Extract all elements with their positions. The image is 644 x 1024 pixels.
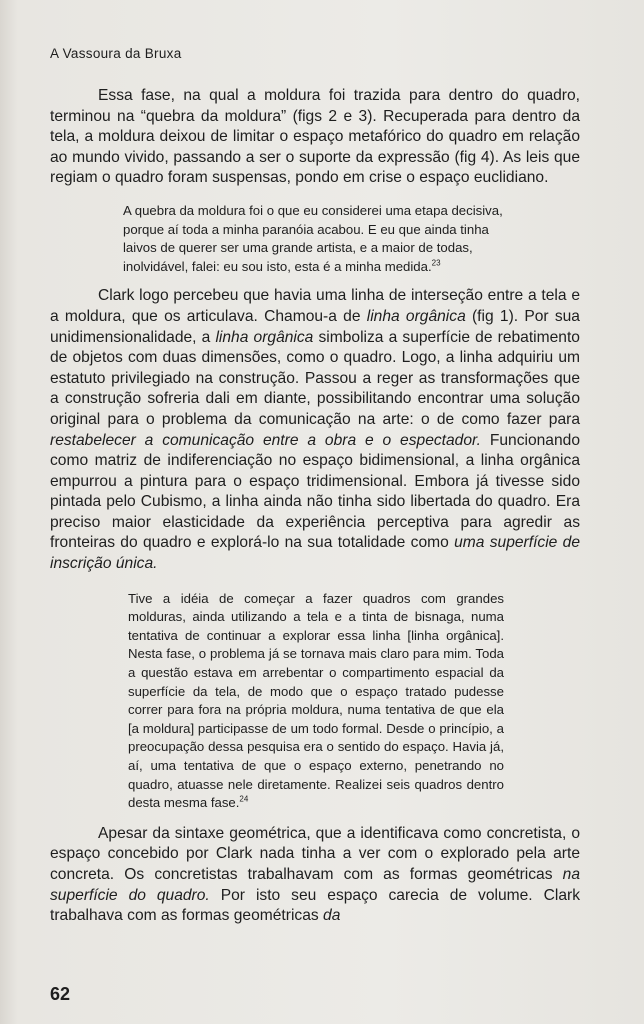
body-text (50, 86, 580, 927)
paragraph-1: Essa fase, na qual a moldura foi trazida para dentro do quadro, terminou na “quebra da moldura” (figs 2 e 3). Recuperada para dentro da tela, a moldura deixou de limitar o espaço metafórico do quadro em relação ao mundo vivido, passando a ser o suporte da expressão (fig 4). As leis que regiam o quadro foram suspensas, pondo em crise o espaço euclidiano. (50, 87, 580, 187)
running-header: A Vassoura da Bruxa (50, 46, 182, 61)
paragraph-2-text-2: (fig 1). Por sua unidimensionalidade, a (50, 307, 580, 346)
page-number: 62 (50, 984, 71, 1004)
block-quote-2 (128, 590, 504, 813)
paragraph-2 (50, 286, 580, 574)
footnote-ref-24: 24 (239, 794, 249, 804)
paragraph-3-text-2: Por isto seu espaço carecia de volume. Clark trabalhava com as formas geométricas (50, 886, 580, 925)
paragraph-2-italic-3: restabelecer a comunicação entre a obra e o espectador. (50, 431, 481, 449)
paragraph-3-italic-1: na superfície do quadro. (50, 865, 580, 904)
block-quote-1 (123, 202, 503, 276)
paragraph-3 (50, 824, 580, 927)
paragraph-3-italic-2: da (323, 907, 341, 925)
paragraph-2-text-3: simboliza a superfície de rebatimento de objetos com duas dimensões, como o quadro. Logo, a linha adquiriu um estatuto privilegiado na construção. Passou a reger as transformações que a construção sofreria dali em diante, possibilitando encontrar uma solução original para o problema da comunicação na arte: o de como fazer para (50, 328, 580, 428)
paragraph-2-italic-1: linha orgânica (366, 307, 466, 325)
paragraph-2-text-1: Clark logo percebeu que havia uma linha de interseção entre a tela e a moldura, que os articulava. Chamou-a de (50, 287, 580, 325)
block-quote-2-text: Tive a idéia de começar a fazer quadros com grandes molduras, ainda utilizando a tela e a tinta de bisnaga, numa tentativa de continuar a explorar essa linha [linha orgânica]. Nesta fase, o problema já se tornava mais claro para mim. Toda a questão estava em arrebentar o compartimento espacial da superfície da tela, de modo que o espaço tratado pudesse correr para fora na própria moldura, numa tentativa de que ela [a moldura] participasse de um todo formal. Desde o princípio, a preocupação dessa pesquisa era o sentido do espaço. Havia já, aí, uma tentativa de que o espaço externo, penetrando no quadro, atuasse nele diretamente. Realizei seis quadros dentro desta mesma fase. (128, 590, 504, 811)
footnote-ref-23: 23 (431, 258, 441, 268)
paragraph-2-text-4: Funcionando como matriz de indiferenciação no espaço bidimensional, a linha orgânica empurrou a pintura para o espaço tridimensional. Embora já tivesse sido pintada pelo Cubismo, a linha ainda não tinha sido libertada do quadro. Era preciso maior elasticidade da experiência perceptiva para agredir as fronteiras do quadro e explorá-lo na sua totalidade como (50, 431, 581, 552)
paragraph-2-italic-2: linha orgânica (215, 328, 314, 346)
paragraph-2-italic-4: uma superfície de inscrição única. (50, 534, 580, 573)
block-quote-1-text: A quebra da moldura foi o que eu considerei uma etapa decisiva, porque aí toda a minha paranóia acabou. E eu que ainda tinha laivos de querer ser uma grande artista, e a maior de todas, inolvidável, falei: eu sou isto, esta é a minha medida. (123, 202, 503, 274)
paragraph-3-text-1: Apesar da sintaxe geométrica, que a identificava como concretista, o espaço concebido por Clark nada tinha a ver com o explorado pela arte concreta. Os concretistas trabalhavam com as formas geométricas (50, 824, 580, 883)
